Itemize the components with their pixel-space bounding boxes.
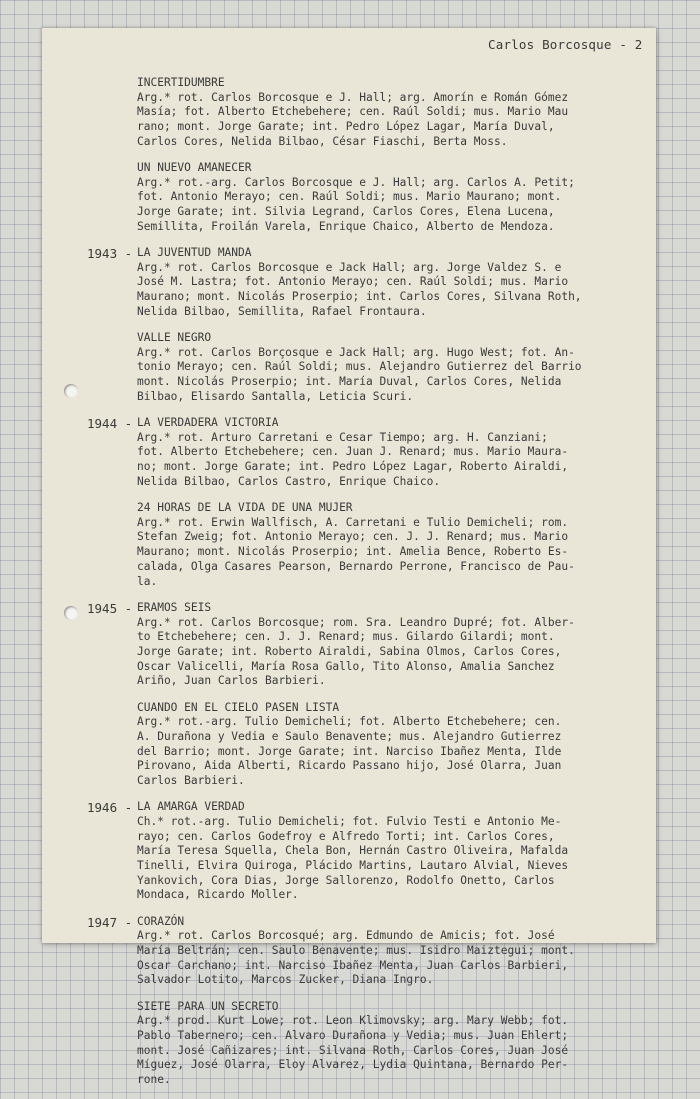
film-title: CORAZÓN	[137, 914, 185, 928]
film-credits-line: Míguez, José Olarra, Eloy Alvarez, Lydia Quintana, Bernardo Per-	[137, 1058, 569, 1072]
film-year: 1945 -	[87, 600, 133, 616]
film-credits-line: Oscar Valicelli, María Rosa Gallo, Tito Alonso, Amalia Sanchez	[137, 659, 555, 673]
film-credits-line: rone.	[137, 1073, 171, 1087]
film-credits-line: mont. Nicolás Proserpio; int. María Duval, Carlos Cores, Nelida	[137, 375, 562, 389]
film-credits-line: del Barrio; mont. Jorge Garate; int. Narciso Ibañez Menta, Ilde	[137, 744, 562, 758]
film-credits-line: Jorge Garate; int. Silvia Legrand, Carlos Cores, Elena Lucena,	[137, 205, 555, 219]
film-credits-line: mont. José Cañizares; int. Silvana Roth, Carlos Cores, Juan José	[137, 1043, 569, 1057]
film-entry	[87, 800, 652, 903]
film-credits-line: Jorge Garate; int. Roberto Airaldi, Sabina Olmos, Carlos Cores,	[137, 644, 562, 658]
film-entry	[137, 701, 652, 789]
film-credits-line: Arg.* rot. Arturo Carretani e Cesar Tiempo; arg. H. Canziani;	[137, 430, 548, 444]
film-credits-line: Arg.* rot. Carlos Borcosque e J. Hall; arg. Amorín e Román Gómez	[137, 90, 569, 104]
film-entry	[137, 331, 652, 405]
punch-hole	[64, 606, 78, 620]
film-year: 1944 -	[87, 416, 133, 432]
film-credits-line: rano; mont. Jorge Garate; int. Pedro López Lagar, María Duval,	[137, 120, 555, 134]
film-entry	[137, 76, 652, 150]
film-title: ERAMOS SEIS	[137, 600, 212, 614]
film-credits-line: María Beltrán; cen. Saulo Benavente; mus. Isidro Maiztegui; mont.	[137, 944, 575, 958]
film-title: LA VERDADERA VICTORIA	[137, 416, 279, 430]
film-entry	[137, 501, 652, 589]
film-entry	[87, 246, 652, 320]
page-header: Carlos Borcosque - 2	[488, 37, 643, 52]
film-credits-line: Tinelli, Elvira Quiroga, Plácido Martins, Lautaro Alvial, Nieves	[137, 859, 569, 873]
document-page	[42, 28, 656, 1087]
film-credits-line: tonio Merayo; cen. Raúl Soldi; mus. Alejandro Gutierrez del Barrio	[137, 360, 582, 374]
film-entry	[87, 600, 652, 689]
film-credits-line: Mondaca, Ricardo Moller.	[137, 888, 299, 902]
film-entry	[137, 1000, 652, 1088]
film-year: 1947 -	[87, 914, 133, 930]
film-credits-line: A. Durañona y Vedia e Saulo Benavente; mus. Alejandro Gutierrez	[137, 729, 562, 743]
film-credits-line: Arg.* rot. Carlos Borcosque; rom. Sra. Leandro Dupré; fot. Alber-	[137, 615, 575, 629]
film-credits-line: Salvador Lotito, Marcos Zucker, Diana Ingro.	[137, 973, 434, 987]
film-entry	[137, 161, 652, 235]
film-credits-line: Arg.* rot. Erwin Wallfisch, A. Carretani e Tulio Demicheli; rom.	[137, 515, 569, 529]
film-credits-line: calada, Olga Casares Pearson, Bernardo Perrone, Francisco de Pau-	[137, 559, 575, 573]
film-credits-line: José M. Lastra; fot. Antonio Merayo; cen. Raúl Soldi; mus. Mario	[137, 275, 569, 289]
film-credits-line: Semillita, Froilán Varela, Enrique Chaico, Alberto de Mendoza.	[137, 219, 555, 233]
film-credits-line: Arg.* rot. Carlos Borcosque e Jack Hall; arg. Jorge Valdez S. e	[137, 260, 562, 274]
film-year: 1946 -	[87, 800, 133, 816]
film-credits-line: Pirovano, Aida Alberti, Ricardo Passano hijo, José Olarra, Juan	[137, 759, 562, 773]
film-title: UN NUEVO AMANECER	[137, 161, 252, 175]
film-credits-line: to Etchebehere; cen. J. J. Renard; mus. Gilardo Gilardi; mont.	[137, 630, 555, 644]
film-credits-line: rayo; cen. Carlos Godefroy e Alfredo Torti; int. Carlos Cores,	[137, 829, 555, 843]
film-credits-line: Maurano; mont. Nicolás Proserpio; int. Carlos Cores, Silvana Roth,	[137, 290, 582, 304]
film-credits-line: Arg.* rot. Carlos Borçosque e Jack Hall; arg. Hugo West; fot. An-	[137, 345, 575, 359]
film-credits-line: Carlos Barbieri.	[137, 774, 245, 788]
film-entry	[87, 914, 652, 989]
film-credits-line: Pablo Tabernero; cen. Alvaro Durañona y Vedia; mus. Juan Ehlert;	[137, 1029, 569, 1043]
film-title: LA JUVENTUD MANDA	[137, 246, 252, 260]
film-title: SIETE PARA UN SECRETO	[137, 999, 279, 1013]
punch-hole	[64, 384, 78, 398]
film-credits-line: la.	[137, 574, 158, 588]
film-credits-line: Arg.* rot.-arg. Carlos Borcosque e J. Hall; arg. Carlos A. Petit;	[137, 175, 575, 189]
film-credits-line: Arg.* rot.-arg. Tulio Demicheli; fot. Alberto Etchebehere; cen.	[137, 715, 562, 729]
film-credits-line: Stefan Zweig; fot. Antonio Merayo; cen. J. J. Renard; mus. Mario	[137, 530, 569, 544]
film-credits-line: Bilbao, Elisardo Santalla, Leticia Scuri.	[137, 389, 414, 403]
film-credits-line: Ch.* rot.-arg. Tulio Demicheli; fot. Fulvio Testi e Antonio Me-	[137, 814, 562, 828]
film-credits-line: Oscar Carchano; int. Narciso Ibañez Menta, Juan Carlos Barbieri,	[137, 958, 569, 972]
film-credits-line: Arg.* prod. Kurt Lowe; rot. Leon Klimovsky; arg. Mary Webb; fot.	[137, 1014, 569, 1028]
film-credits-line: Carlos Cores, Nelida Bilbao, César Fiaschi, Berta Moss.	[137, 134, 508, 148]
film-credits-line: fot. Antonio Merayo; cen. Raúl Soldi; mus. Mario Maurano; mont.	[137, 190, 562, 204]
film-year: 1943 -	[87, 246, 133, 262]
film-credits-line: Yankovich, Cora Dias, Jorge Sallorenzo, Rodolfo Onetto, Carlos	[137, 873, 555, 887]
film-credits-line: Ariño, Juan Carlos Barbieri.	[137, 674, 326, 688]
film-credits-line: Nelida Bilbao, Semillita, Rafael Frontaura.	[137, 304, 427, 318]
film-credits-line: Arg.* rot. Carlos Borcosqué; arg. Edmundo de Amicis; fot. José	[137, 929, 555, 943]
film-entry	[87, 416, 652, 490]
film-title: CUANDO EN EL CIELO PASEN LISTA	[137, 700, 340, 714]
film-title: 24 HORAS DE LA VIDA DE UNA MUJER	[137, 501, 353, 515]
film-title: INCERTIDUMBRE	[137, 76, 225, 89]
film-credits-line: Maurano; mont. Nicolás Proserpio; int. Amelia Bence, Roberto Es-	[137, 545, 569, 559]
film-credits-line: Nelida Bilbao, Carlos Castro, Enrique Chaico.	[137, 474, 441, 488]
film-credits-line: María Teresa Squella, Chela Bon, Hernán Castro Oliveira, Mafalda	[137, 844, 569, 858]
film-title: VALLE NEGRO	[137, 331, 212, 345]
film-credits-line: Masía; fot. Alberto Etchebehere; cen. Raúl Soldi; mus. Mario Mau	[137, 105, 569, 119]
film-credits-line: no; mont. Jorge Garate; int. Pedro López Lagar, Roberto Airaldi,	[137, 460, 569, 474]
film-title: LA AMARGA VERDAD	[137, 800, 245, 814]
filmography-list	[87, 76, 652, 1099]
film-credits-line: fot. Alberto Etchebehere; cen. Juan J. Renard; mus. Mario Maura-	[137, 445, 569, 459]
